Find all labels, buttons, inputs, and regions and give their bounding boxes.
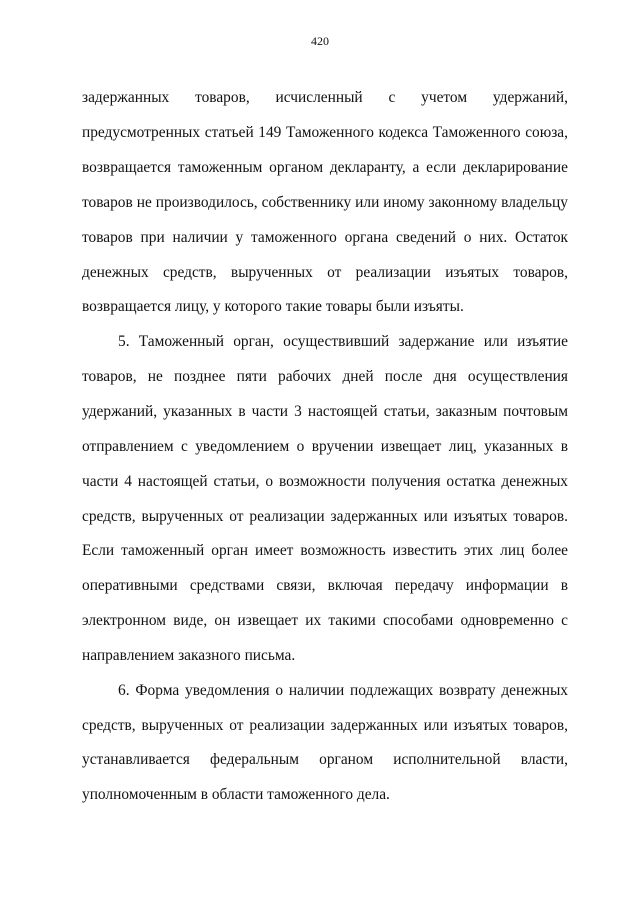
text-line: направлением заказного письма. [82, 647, 296, 664]
text-line: оперативными средствами связи, включая передачу информации в [82, 577, 568, 594]
text-line: задержанных товаров, исчисленный с учетом удержаний, [82, 89, 568, 106]
text-line: части 4 настоящей статьи, о возможности получения остатка денежных [82, 473, 568, 490]
text-line: электронном виде, он извещает их такими способами одновременно с [82, 612, 568, 629]
text-line: средств, вырученных от реализации задержанных или изъятых товаров, [82, 717, 568, 734]
text-line: средств, вырученных от реализации задержанных или изъятых товаров. [82, 508, 568, 525]
text-line: отправлением с уведомлением о вручении извещает лиц, указанных в [82, 438, 568, 455]
text-line: возвращается таможенным органом декларанту, а если декларирование [82, 159, 568, 176]
page-number: 420 [311, 34, 329, 48]
text-line: устанавливается федеральным органом исполнительной власти, [82, 751, 568, 768]
text-line: денежных средств, вырученных от реализации изъятых товаров, [82, 264, 568, 281]
text-line: возвращается лицу, у которого такие товары были изъяты. [82, 298, 464, 315]
text-line: товаров не производилось, собственнику или иному законному владельцу [82, 194, 568, 211]
text-line: Если таможенный орган имеет возможность известить этих лиц более [82, 542, 568, 559]
text-line: предусмотренных статьей 149 Таможенного кодекса Таможенного союза, [82, 124, 568, 141]
text-line: товаров, не позднее пяти рабочих дней после дня осуществления [82, 368, 568, 385]
paragraph-6-first-line: 6. Форма уведомления о наличии подлежащих возврату денежных [118, 682, 568, 699]
text-line: уполномоченным в области таможенного дела. [82, 786, 390, 803]
paragraph-5-first-line: 5. Таможенный орган, осуществивший задержание или изъятие [118, 333, 568, 350]
text-line: удержаний, указанных в части 3 настоящей статьи, заказным почтовым [82, 403, 568, 420]
text-line: товаров при наличии у таможенного органа сведений о них. Остаток [82, 229, 568, 246]
